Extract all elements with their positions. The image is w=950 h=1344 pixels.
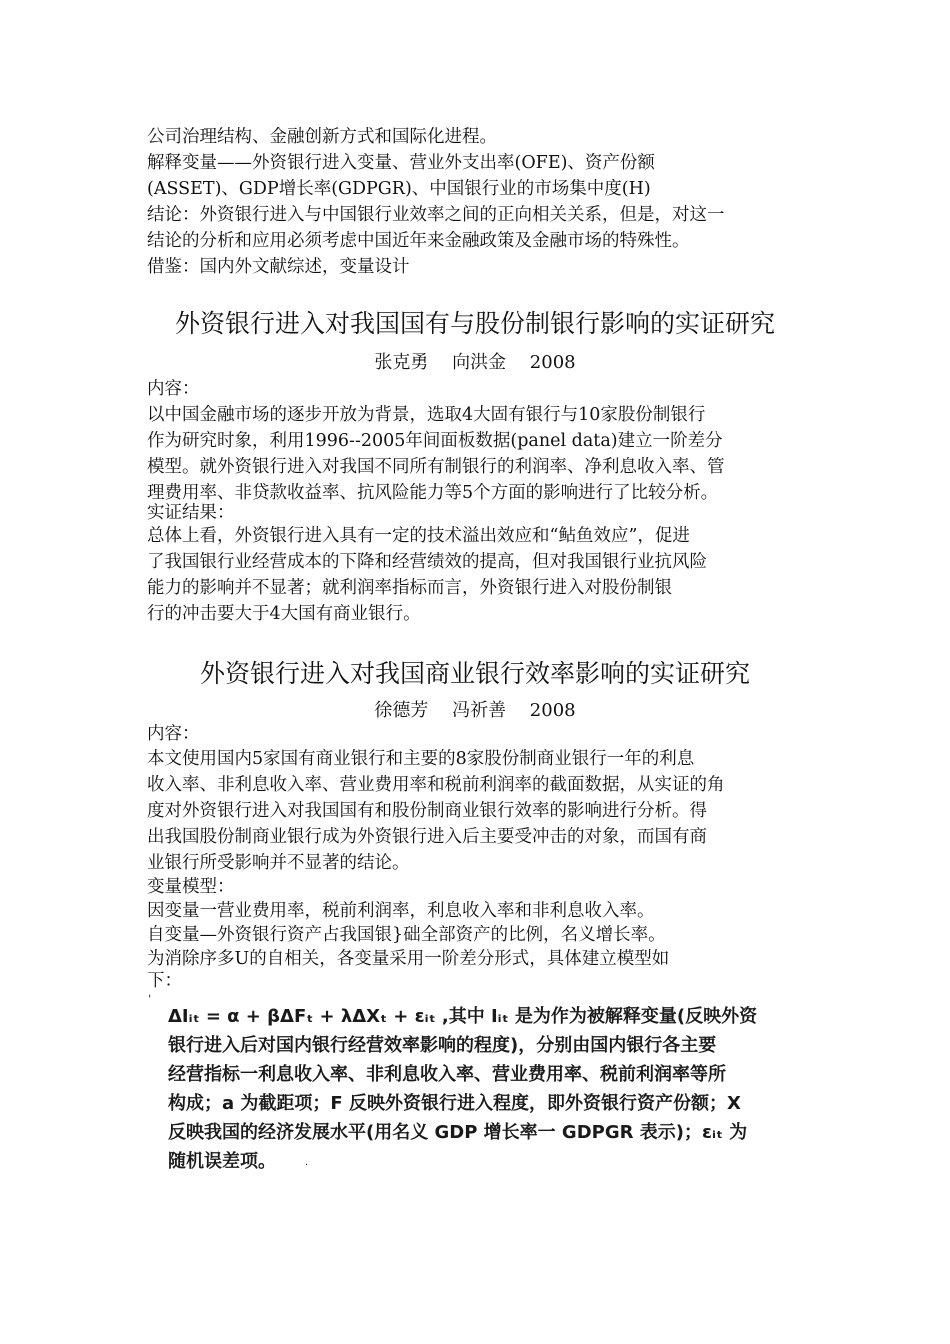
paper-authors: 徐德芳 冯祈善 2008 — [374, 700, 576, 721]
text-line: 借鉴：国内外文献综述，变量设计 — [147, 257, 410, 277]
text-line: 总体上看，外资银行进入具有一定的技术溢出效应和“鲇鱼效应”，促进 — [147, 526, 690, 546]
scan-line: 构成；a 为截距项；F 反映外资银行进入程度，即外资银行资产份额；X — [168, 1093, 741, 1114]
text-line: 本文使用国内5家国有商业银行和主要的8家股份制商业银行一年的利息 — [147, 749, 695, 769]
paper-title: 外资银行进入对我国商业银行效率影响的实证研究 — [199, 659, 750, 688]
text-line: 理费用率、非贷款收益率、抗风险能力等5个方面的影响进行了比较分析。 — [147, 483, 719, 503]
text-line: 出我国股份制商业银行成为外资银行进入后主要受冲击的对象，而国有商 — [147, 827, 707, 847]
text-line: 度对外资银行进入对我国国有和股份制商业银行效率的影响进行分析。得 — [147, 801, 707, 821]
scan-line: 随机误差项。 — [168, 1151, 276, 1172]
section-label: 内容： — [147, 379, 200, 399]
text-line: 因变量一营业费用率，税前利润率，利息收入率和非利息收入率。 — [147, 901, 655, 921]
text-line: 收入率、非利息收入率、营业费用率和税前利润率的截面数据，从实证的角 — [147, 775, 725, 795]
scan-artifact-mark: ˈ — [148, 993, 152, 1007]
text-line: 模型。就外资银行进入对我国不同所有制银行的利润率、净利息收入率、管 — [147, 457, 725, 477]
section-label: 实证结果： — [147, 503, 235, 523]
text-line: 能力的影响并不显著；就利润率指标而言，外资银行进入对股份制银 — [147, 578, 672, 598]
section-label: 变量模型： — [147, 877, 235, 897]
scanned-formula-image — [160, 997, 760, 1187]
paper-authors: 张克勇 向洪金 2008 — [374, 352, 576, 373]
text-line: 解释变量——外资银行进入变量、营业外支出率(OFE)、资产份额 — [147, 153, 655, 173]
text-line: 了我国银行业经营成本的下降和经营绩效的提高，但对我国银行业抗风险 — [147, 552, 707, 572]
scan-line: 反映我国的经济发展水平(用名义 GDP 增长率一 GDPGR 表示)；εᵢₜ 为 — [168, 1122, 748, 1143]
paper-title: 外资银行进入对我国国有与股份制银行影响的实证研究 — [174, 309, 775, 338]
text-line: 结论：外资银行进入与中国银行业效率之间的正向相关关系，但是，对这一 — [147, 205, 725, 225]
text-line: 业银行所受影响并不显著的结论。 — [147, 853, 410, 873]
text-line: 作为研究时象，利用1996--2005年间面板数据(panel data)建立一阶差分 — [147, 431, 723, 451]
text-line: 结论的分析和应用必须考虑中国近年来金融政策及金融市场的特殊性。 — [147, 231, 690, 251]
text-line: 下： — [147, 971, 182, 991]
scan-line: 银行进入后对国内银行经营效率影响的程度)，分别由国内银行各主要 — [168, 1035, 717, 1056]
text-line: 自变量—外资银行资产占我国银}础全部资产的比例，名义增长率。 — [147, 925, 666, 945]
text-line: (ASSET)、GDP增长率(GDPGR)、中国银行业的市场集中度(H) — [147, 179, 651, 199]
scan-line: ΔIᵢₜ = α + βΔFₜ + λΔXₜ + εᵢₜ ,其中 Iᵢₜ 是为作为被解释变量(反映外资 — [168, 1006, 758, 1027]
text-line: 行的冲击要大于4大国有商业银行。 — [147, 604, 421, 624]
text-line: 为消除序多U的自相关，各变量采用一阶差分形式，具体建立模型如 — [147, 949, 670, 969]
section-label: 内容： — [147, 724, 200, 744]
text-line: 以中国金融市场的逐步开放为背景，选取4大固有银行与10家股份制银行 — [147, 405, 706, 425]
scan-line: 经营指标一利息收入率、非利息收入率、营业费用率、税前利润率等所 — [168, 1064, 726, 1085]
text-line: 公司治理结构、金融创新方式和国际化进程。 — [147, 127, 497, 147]
scan-artifact-mark: · — [305, 1160, 309, 1171]
